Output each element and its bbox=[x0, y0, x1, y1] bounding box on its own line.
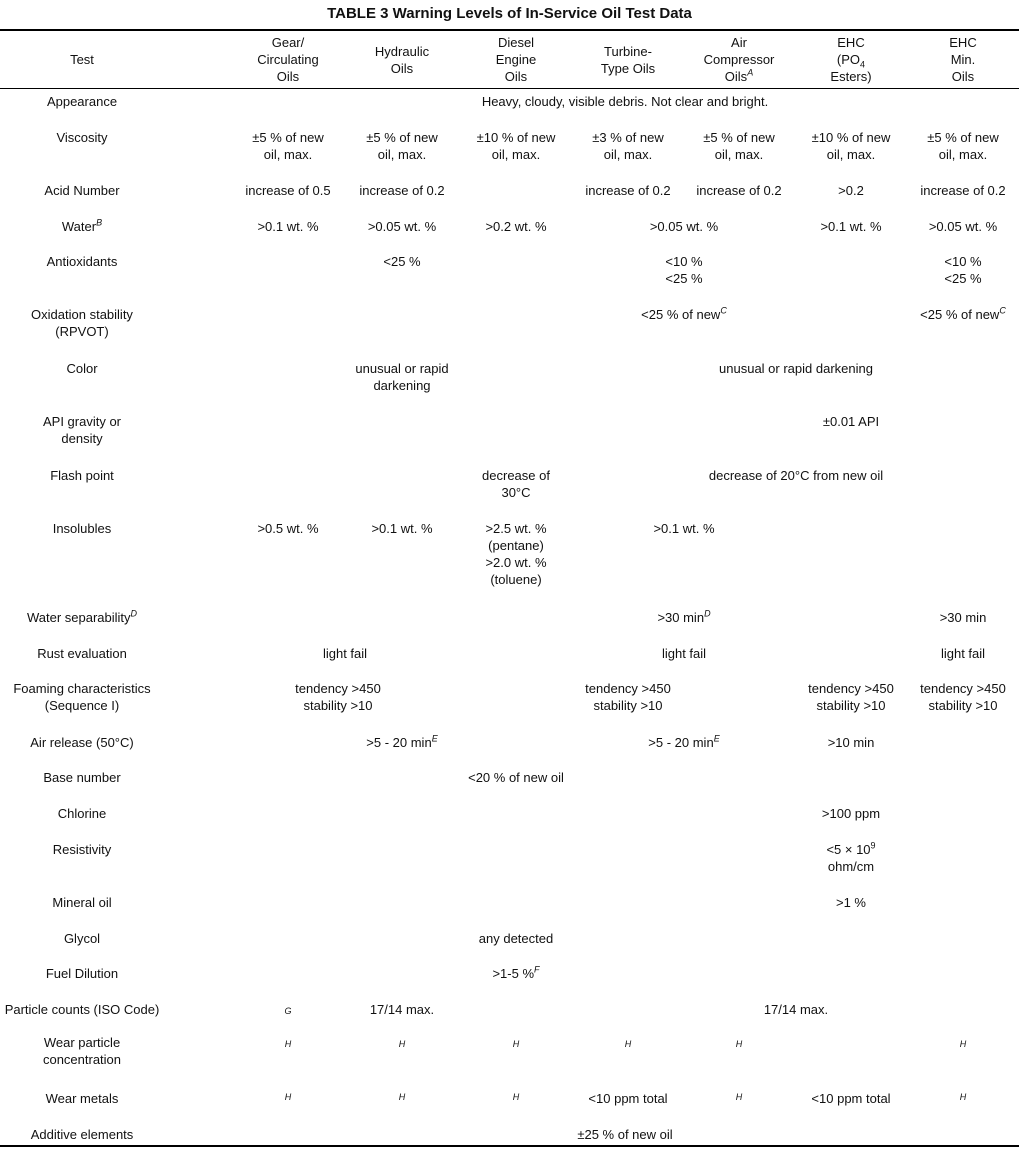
footnote-marker: H bbox=[735, 1092, 743, 1102]
footnote-marker: F bbox=[534, 964, 540, 975]
row-label: Particle counts (ISO Code) bbox=[4, 1002, 160, 1017]
footnote-marker: E bbox=[431, 733, 438, 744]
table-cell: >0.2 wt. % bbox=[485, 219, 547, 234]
table-cell: ±0.01 API bbox=[822, 414, 880, 429]
table-cell bbox=[639, 1034, 839, 1053]
table-cell: increase of 0.2 bbox=[696, 183, 782, 198]
table-cell: increase of 0.2 bbox=[359, 183, 445, 198]
footnote-marker: G bbox=[284, 1006, 292, 1016]
table-cell: <25 % of new$^C$ bbox=[641, 305, 727, 322]
table-cell: 17/14 max. bbox=[369, 1002, 435, 1017]
table-title: TABLE 3 Warning Levels of In-Service Oil Test Data bbox=[327, 5, 692, 22]
table-cell: ±10 % of new oil, max. bbox=[476, 130, 556, 162]
row-label: Acid Number bbox=[44, 183, 120, 198]
footnote-marker: E bbox=[713, 733, 720, 744]
column-header-ehc_min: EHC Min. Oils bbox=[949, 35, 977, 84]
table-cell: >0.1 wt. % bbox=[371, 521, 433, 536]
table-cell: tendency >450 stability >10 bbox=[808, 681, 894, 713]
table-cell: light fail bbox=[940, 646, 986, 661]
table-cell: >0.1 wt. % bbox=[257, 219, 319, 234]
exponent: 9 bbox=[870, 840, 876, 851]
row-label: Additive elements bbox=[30, 1127, 134, 1142]
footnote-marker: C bbox=[999, 305, 1006, 316]
row-label: Base number bbox=[43, 770, 121, 785]
footnote-marker: C bbox=[720, 305, 727, 316]
table-cell bbox=[863, 1034, 1019, 1053]
row-label: Mineral oil bbox=[52, 895, 112, 910]
column-header-ehc_po4: EHC ($PO_4$ Esters) bbox=[830, 35, 872, 84]
table-cell: <10 ppm total bbox=[811, 1091, 891, 1106]
table-cell: >100 ppm bbox=[821, 806, 881, 821]
footnote-marker: H bbox=[624, 1039, 632, 1049]
footnote-marker: H bbox=[284, 1092, 292, 1102]
table-cell: ±5 % of new oil, max. bbox=[252, 130, 324, 162]
column-header-diesel: Diesel Engine Oils bbox=[495, 35, 537, 84]
table-cell: increase of 0.5 bbox=[245, 183, 331, 198]
row-label: Antioxidants bbox=[46, 254, 118, 269]
row-label: Wear metals bbox=[45, 1091, 119, 1106]
table-cell: ±3 % of new oil, max. bbox=[592, 130, 664, 162]
footnote-marker: H bbox=[959, 1092, 967, 1102]
footnote-marker: H bbox=[398, 1039, 406, 1049]
row-label: Wear particle concentration bbox=[42, 1035, 122, 1067]
table-cell: decrease of 30°C bbox=[482, 468, 550, 500]
table-cell: unusual or rapid darkening bbox=[719, 361, 873, 376]
table-cell: <10 % <25 % bbox=[944, 254, 982, 286]
column-header-test: Test bbox=[70, 52, 94, 67]
table-cell: <25 % of new$^C$ bbox=[920, 305, 1006, 322]
column-header-hydraulic: Hydraulic Oils bbox=[374, 44, 430, 76]
footnote-marker: H bbox=[398, 1092, 406, 1102]
row-label: Color bbox=[66, 361, 98, 376]
table-cell: >0.05 wt. % bbox=[928, 219, 998, 234]
table-cell: >0.5 wt. % bbox=[257, 521, 319, 536]
footnote-marker: H bbox=[512, 1092, 520, 1102]
table-cell: tendency >450 stability >10 bbox=[295, 681, 381, 713]
row-label: Air release (50°C) bbox=[30, 735, 134, 750]
table-cell: decrease of 20°C from new oil bbox=[708, 468, 884, 483]
table-cell: >30 min bbox=[939, 610, 987, 625]
footnote-marker: B bbox=[96, 217, 103, 228]
table-cell: >30 $\min^D$ bbox=[657, 608, 711, 625]
table-cell: light fail bbox=[661, 646, 707, 661]
table-cell: ±10 % of new oil, max. bbox=[811, 130, 891, 162]
row-label: Insolubles bbox=[52, 521, 112, 536]
row-label: Water$^B$ bbox=[61, 217, 103, 234]
footnote-marker: H bbox=[284, 1039, 292, 1049]
table-cell: >1-5 %$^F$ bbox=[492, 964, 540, 981]
table-cell: ±5 % of new oil, max. bbox=[703, 130, 775, 162]
table-cell: increase of 0.2 bbox=[920, 183, 1006, 198]
row-label: Resistivity bbox=[52, 842, 112, 857]
row-label: Glycol bbox=[63, 931, 101, 946]
table-cell: ±25 % of new oil bbox=[577, 1127, 673, 1142]
table-cell: <25 % bbox=[383, 254, 421, 269]
table-cell: increase of 0.2 bbox=[585, 183, 671, 198]
row-label: Viscosity bbox=[56, 130, 108, 145]
row-label: Fuel Dilution bbox=[45, 966, 119, 981]
table-cell: tendency >450 stability >10 bbox=[585, 681, 671, 713]
column-header-air: Air Compressor Oils$^A$ bbox=[703, 35, 775, 84]
row-label: Foaming characteristics (Sequence I) bbox=[13, 681, 151, 713]
row-label: Water separability$^D$ bbox=[26, 608, 138, 625]
table-cell: >0.05 wt. % bbox=[649, 219, 719, 234]
row-label: Flash point bbox=[50, 468, 114, 483]
table-cell: ±5 % of new oil, max. bbox=[927, 130, 999, 162]
row-label: Rust evaluation bbox=[37, 646, 127, 661]
table-cell: <20 % of new oil bbox=[468, 770, 564, 785]
subscript: 4 bbox=[860, 59, 866, 70]
footnote-marker: H bbox=[512, 1039, 520, 1049]
table-cell: unusual or rapid darkening bbox=[355, 361, 449, 393]
table-cell: $<5 \times 10^9$ ohm/cm bbox=[826, 840, 876, 874]
table-cell: <10 ppm total bbox=[588, 1091, 668, 1106]
footnote-marker: A bbox=[747, 67, 754, 78]
table-cell: light fail bbox=[322, 646, 368, 661]
column-header-gear: Gear/ Circulating Oils bbox=[257, 35, 319, 84]
table-cell: <10 % <25 % bbox=[665, 254, 703, 286]
table-cell: >5 - 20 $\min^E$ bbox=[648, 733, 720, 750]
table-cell: >10 min bbox=[827, 735, 875, 750]
table-cell: ±5 % of new oil, max. bbox=[366, 130, 438, 162]
table-cell: >0.05 wt. % bbox=[367, 219, 437, 234]
row-label: API gravity or density bbox=[42, 414, 122, 446]
row-label: Appearance bbox=[46, 94, 118, 109]
table-cell: any detected bbox=[478, 931, 554, 946]
row-label: Oxidation stability (RPVOT) bbox=[31, 307, 133, 339]
table-cell: >1 % bbox=[836, 895, 866, 910]
row-label: Chlorine bbox=[57, 806, 107, 821]
table-cell bbox=[863, 1087, 1019, 1106]
footnote-marker: D bbox=[704, 608, 711, 619]
table-cell: >2.5 wt. % (pentane) >2.0 wt. % (toluene) bbox=[485, 521, 547, 587]
footnote-marker: H bbox=[735, 1039, 743, 1049]
footnote-marker: H bbox=[959, 1039, 967, 1049]
table-cell: >5 - 20 $\min^E$ bbox=[366, 733, 438, 750]
column-header-turbine: Turbine- Type Oils bbox=[600, 44, 656, 76]
footnote-marker: D bbox=[130, 608, 138, 619]
table-cell: Heavy, cloudy, visible debris. Not clear and bright. bbox=[481, 94, 769, 109]
table-cell: 17/14 max. bbox=[763, 1002, 829, 1017]
table-cell: >0.2 bbox=[838, 183, 864, 198]
table-cell: >0.1 wt. % bbox=[820, 219, 882, 234]
table-cell: tendency >450 stability >10 bbox=[920, 681, 1006, 713]
table-cell: >0.1 wt. % bbox=[653, 521, 715, 536]
